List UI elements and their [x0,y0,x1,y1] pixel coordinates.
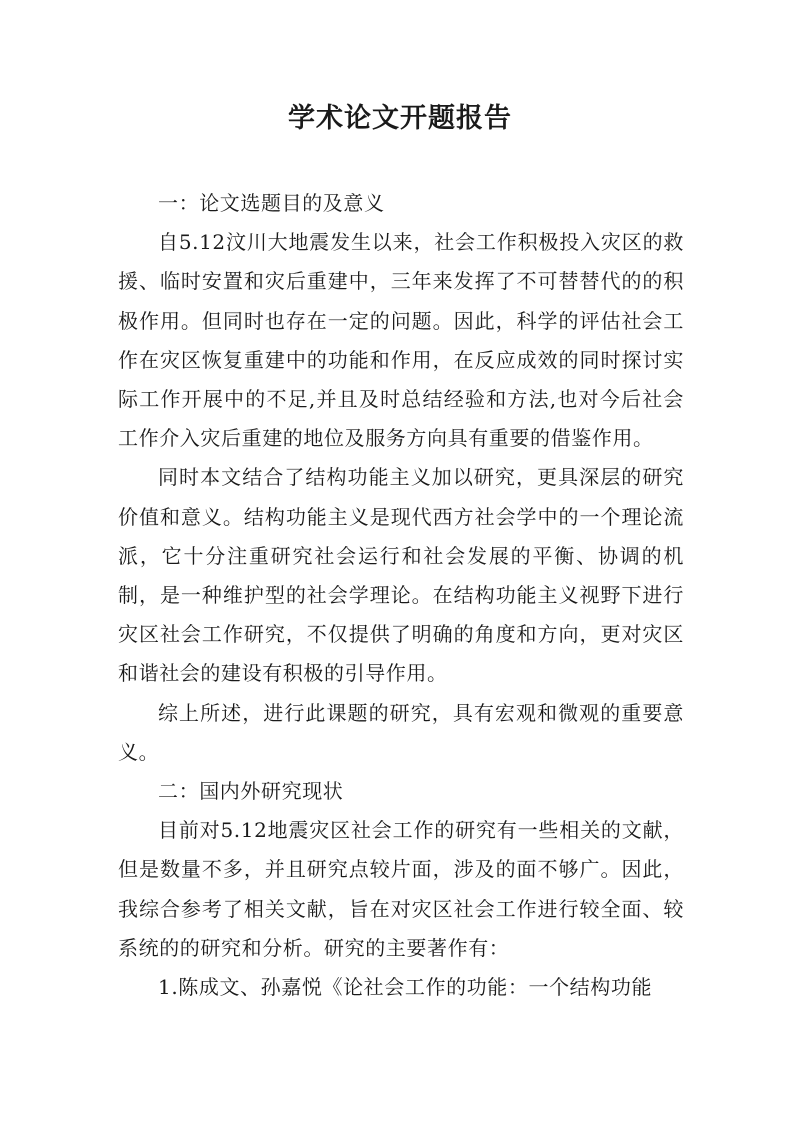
paragraph-background: 自5.12汶川大地震发生以来，社会工作积极投入灾区的救援、临时安置和灾后重建中，三年来发挥了不可替替代的的积极作用。但同时也存在一定的问题。因此，科学的评估社会工作在灾区恢复重建中的功能和作用，在反应成效的同时探讨实际工作开展中的不足,并且及时总结经验和方法,也对今后社会工作介入灾后重建的地位及服务方向具有重要的借鉴作用。 [118,230,684,451]
section-heading-research-status: 二：国内外研究现状 [158,779,344,804]
document-title: 学术论文开题报告 [288,103,512,134]
paragraph-summary: 综上所述，进行此课题的研究，具有宏观和微观的重要意义。 [118,700,684,764]
paragraph-structural-functionalism: 同时本文结合了结构功能主义加以研究，更具深层的研究价值和意义。结构功能主义是现代西方社会学中的一个理论流派，它十分注重研究社会运行和社会发展的平衡、协调的机制，是一种维护型的社会学理论。在结构功能主义视野下进行灾区社会工作研究，不仅提供了明确的角度和方向，更对灾区和谐社会的建设有积极的引导作用。 [118,465,684,686]
document-body [118,184,684,1007]
section-heading-purpose: 一：论文选题目的及意义 [158,191,385,215]
paragraph-literature: 目前对5.12地震灾区社会工作的研究有一些相关的文献，但是数量不多，并且研究点较片面，涉及的面不够广。因此，我综合参考了相关文献，旨在对灾区社会工作进行较全面、较系统的的研究和分析。研究的主要著作有： [118,818,684,960]
reference-item-1: 1.陈成文、孙嘉悦《论社会工作的功能：一个结构功能 [158,975,653,1000]
